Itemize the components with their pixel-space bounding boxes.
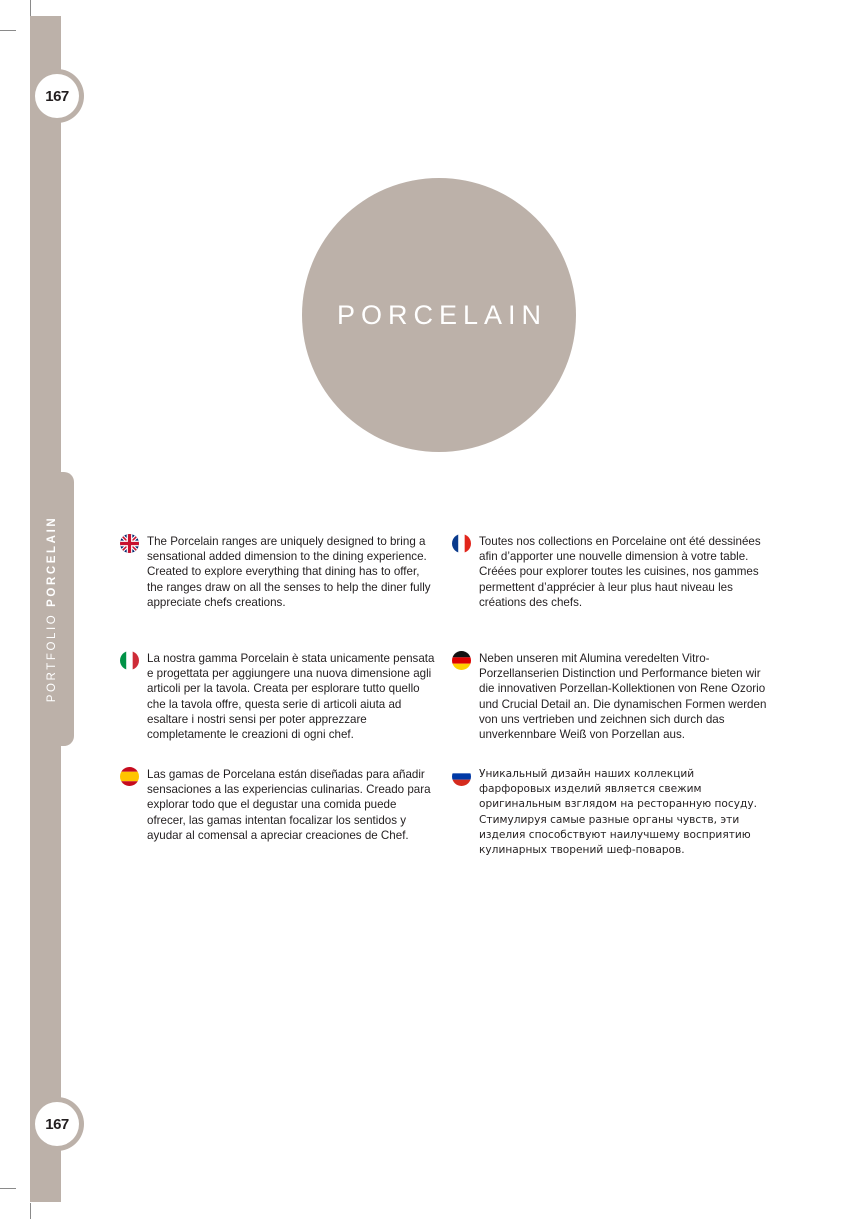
spanish-description: Las gamas de Porcelana están diseñadas para añadir sensaciones a las experiencias culinarias. Creado para explorar todo que el degustar una comida puede ofrecer, las gamas intentan focalizar los sentidos y ayudar al comensal a apreciar creaciones de Chef. (147, 768, 431, 842)
crop-mark (30, 0, 31, 16)
section-tab-label-bold: PORCELAIN (46, 515, 58, 607)
crop-mark (30, 1203, 31, 1219)
page-number-badge-bottom (30, 1097, 84, 1151)
italy-flag-icon (120, 651, 139, 670)
russia-flag-icon (452, 767, 471, 786)
page-number: 167 (35, 1102, 79, 1146)
page-number-badge-top (30, 69, 84, 123)
italian-description: La nostra gamma Porcelain è stata unicamente pensata e progettata per aggiungere una nuova dimensione agli articoli per la tavola. Creata per esplorare tutto quello che la tavola offre, questa serie di articoli aiuta ad esaltare i nostri sensi per poter apprezzare completamente le creazioni di ogni chef. (147, 652, 435, 742)
france-flag-icon (452, 534, 471, 553)
spain-flag-icon (120, 767, 139, 786)
hero-circle (302, 178, 576, 452)
section-tab-label-light: PORTFOLIO (46, 606, 58, 703)
russian-description: Уникальный дизайн наших коллекций фарфоровых изделий является свежим оригинальным взглядом на ресторанную посуду. Стимулируя самые разные органы чувств, эти изделия способствуют наилучшему восприятию кулинарных творений шеф-поваров. (479, 768, 757, 857)
german-description: Neben unseren mit Alumina veredelten Vitro-Porzellanserien Distinction und Performance bieten wir die innovativen Porzellan-Kollektionen von Rene Ozorio und Crucial Detail an. Die dynamischen Formen werden von uns vertrieben und zeichnen sich durch das unverkennbare Weiß von Porzellan aus. (479, 652, 767, 742)
crop-mark (0, 30, 16, 31)
germany-flag-icon (452, 651, 471, 670)
english-description: The Porcelain ranges are uniquely designed to bring a sensational added dimension to the dining experience. Created to explore everything that dining has to offer, the ranges draw on all the senses to help the diner fully appreciate chefs creations. (147, 535, 431, 609)
page-number: 167 (35, 74, 79, 118)
hero-title: PORCELAIN (336, 299, 548, 330)
french-description: Toutes nos collections en Porcelaine ont été dessinées afin d’apporter une nouvelle dimension à votre table. Créées pour explorer toutes les cuisines, nos gammes permettent d’apprécier à leur plus haut niveau les créations des chefs. (479, 535, 761, 609)
section-tab-label (46, 516, 58, 703)
uk-flag-icon (120, 534, 139, 553)
crop-mark (0, 1188, 16, 1189)
